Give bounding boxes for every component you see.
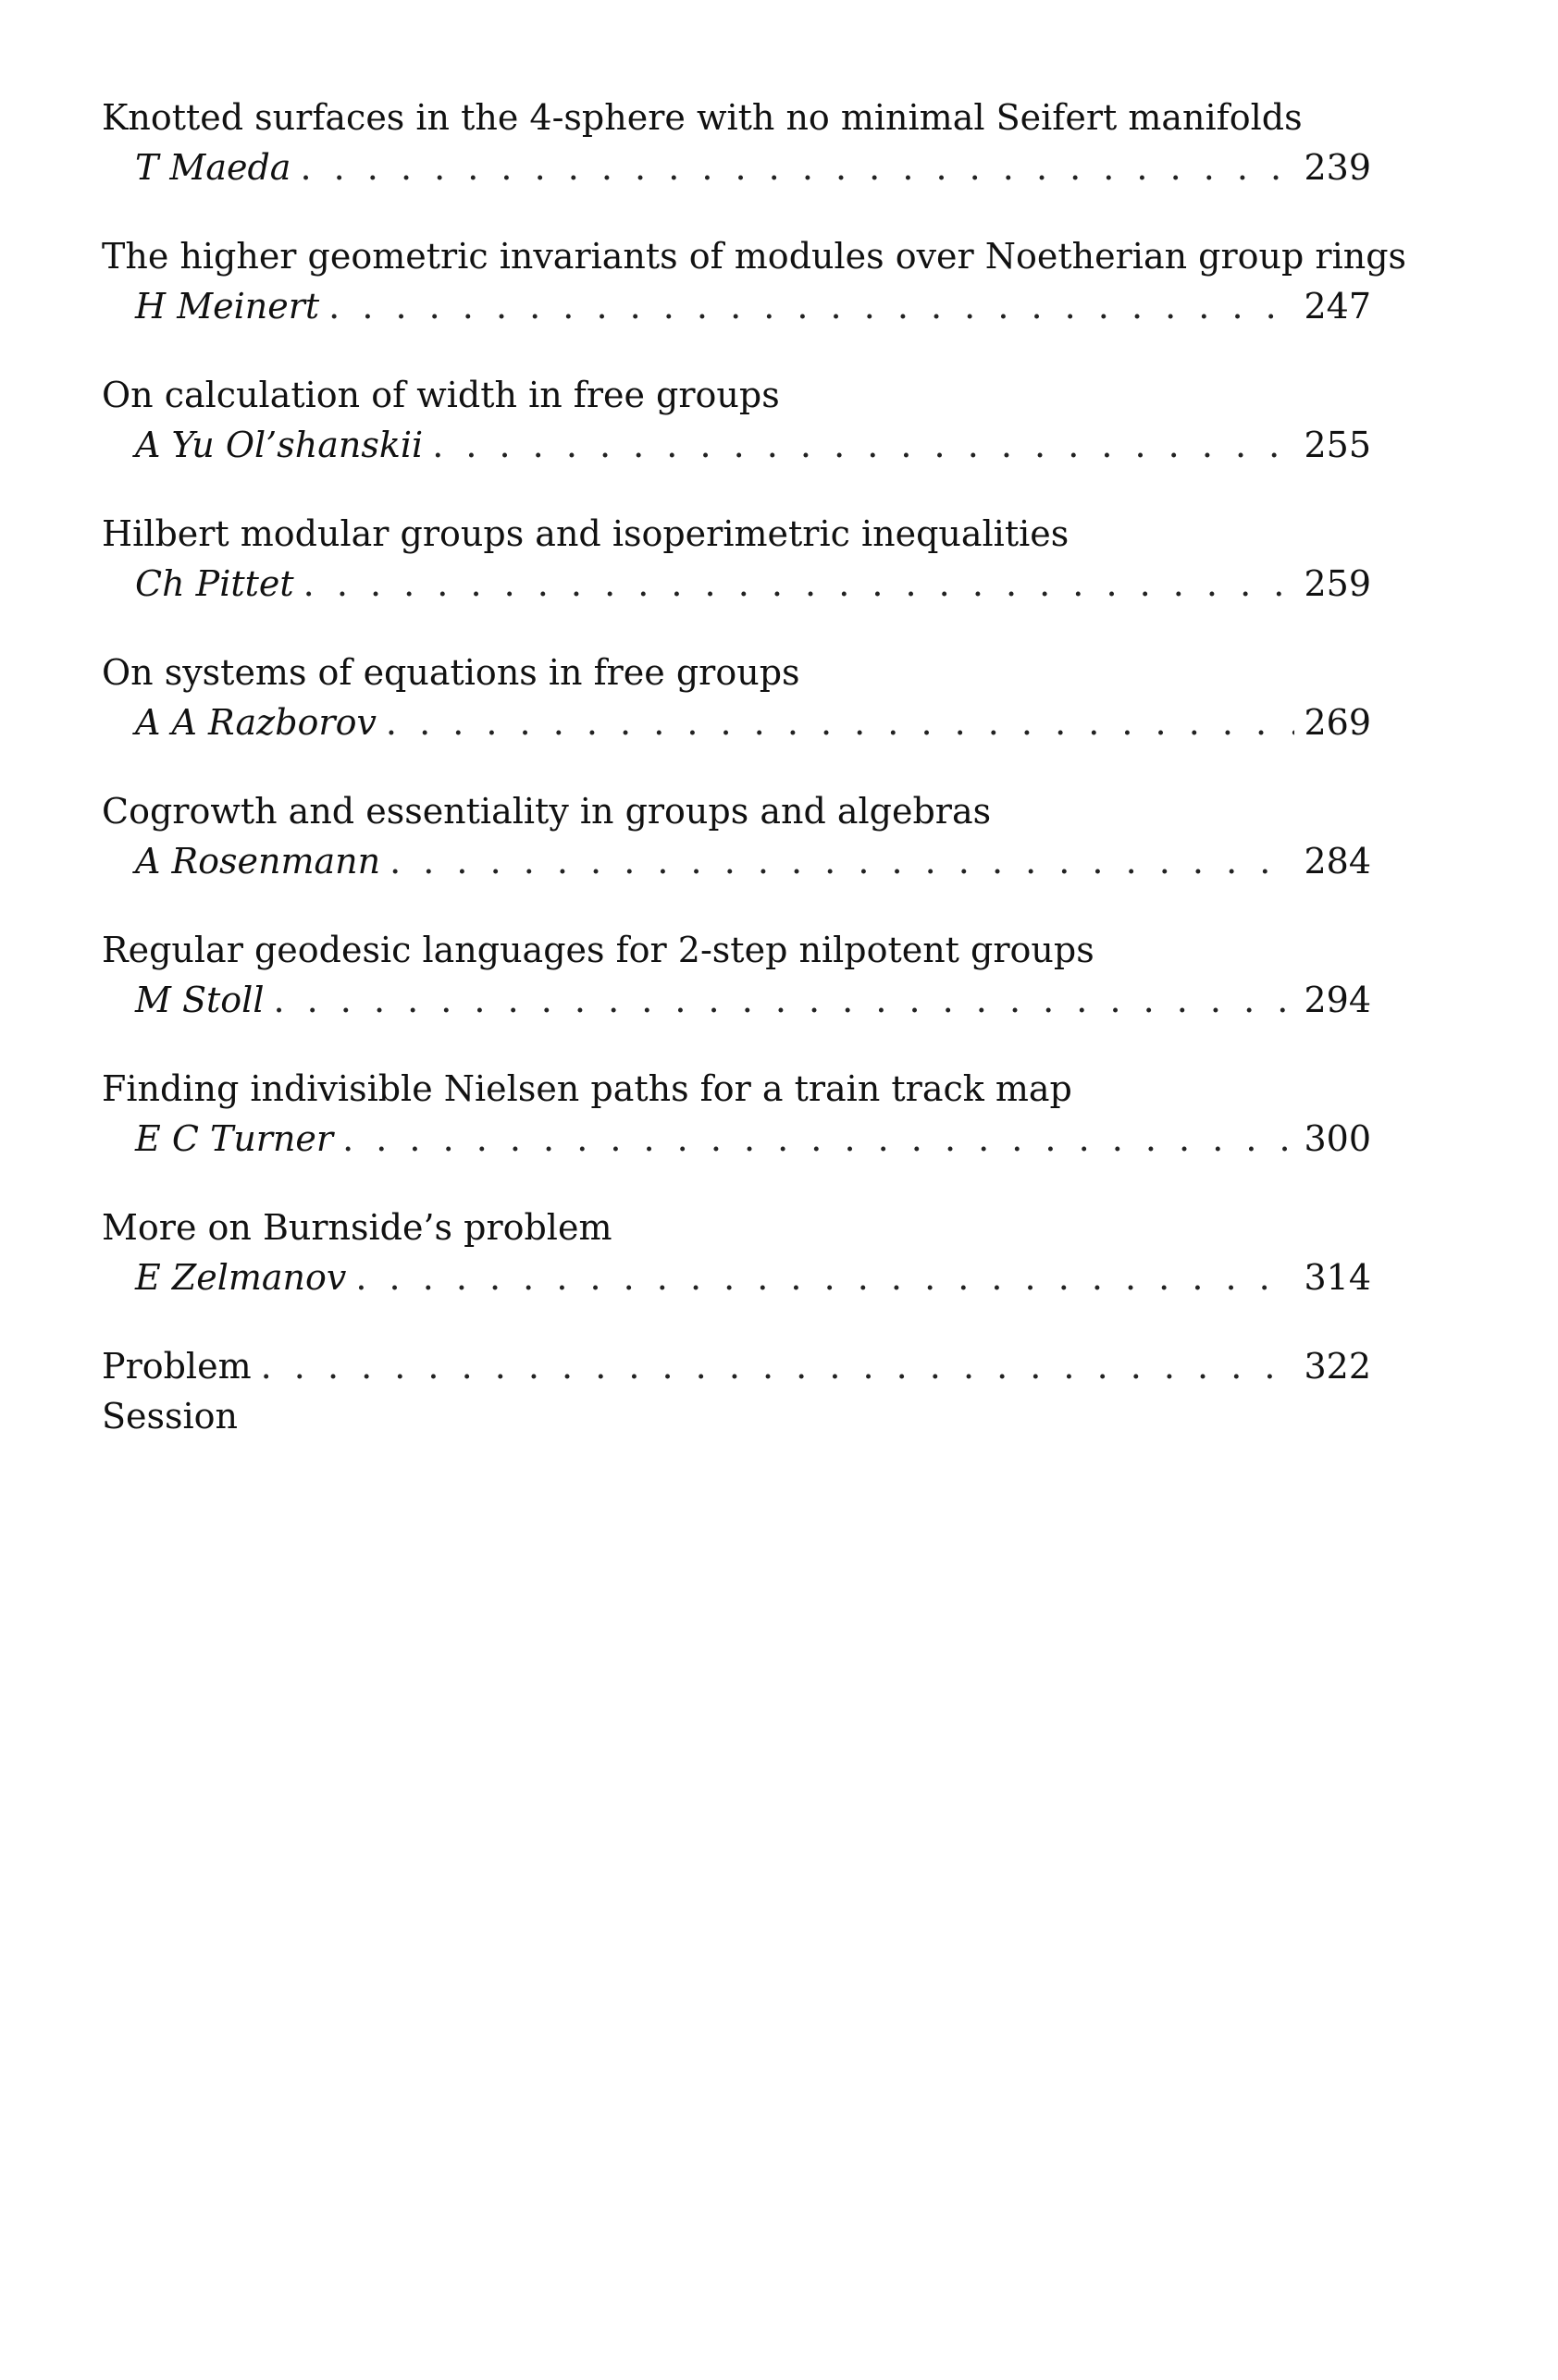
entry-page-number: 255 [1304,425,1371,465]
dot-leader [273,975,1294,1025]
entry-author-line [102,975,1371,1025]
entry-page-number: 269 [1304,702,1371,743]
dot-leader [390,836,1294,886]
dot-leader [303,559,1295,609]
toc-entry [102,231,1407,331]
entry-author: E C Turner [135,1118,334,1159]
entry-page-number: 259 [1304,563,1371,604]
entry-page-number: 294 [1304,980,1371,1020]
entry-author: E Zelmanov [135,1257,347,1298]
dot-leader [328,281,1294,331]
entry-author-line [102,559,1371,609]
entry-page-number: 239 [1304,147,1371,188]
entry-author: T Maeda [135,147,291,188]
entry-title: More on Burnside’s problem [102,1207,612,1248]
entry-author-line [102,281,1371,331]
dot-leader [432,420,1294,470]
toc-entry [102,1064,1371,1164]
entry-author: A Yu Ol’shanskii [135,425,424,465]
entry-author: A A Razborov [135,702,377,743]
entry-author: M Stoll [135,980,265,1020]
dot-leader [261,1341,1295,1391]
entry-author-line [102,836,1371,886]
toc-entry [102,1202,1371,1302]
toc-entry [102,786,1371,886]
entry-author: A Rosenmann [135,841,381,882]
toc-entry [102,370,1371,470]
dot-leader [342,1114,1294,1164]
toc-entry [102,92,1371,192]
toc-entry-problem-session [102,1341,1371,1441]
entry-page-number: 247 [1304,286,1371,327]
entry-author-line [102,142,1371,192]
entry-title: On systems of equations in free groups [102,652,800,693]
entry-author-line [102,697,1371,747]
dot-leader [300,142,1294,192]
problem-session-label: Problem Session [102,1346,252,1437]
entry-title: Hilbert modular groups and isoperimetric inequalities [102,513,1070,554]
entry-author: Ch Pittet [135,563,294,604]
entry-title: Cogrowth and essentiality in groups and algebras [102,791,992,832]
entry-author: H Meinert [135,286,320,327]
entry-page-number: 300 [1304,1118,1371,1159]
toc-entry [102,509,1371,609]
dot-leader [355,1252,1294,1302]
entry-title: Knotted surfaces in the 4-sphere with no minimal Seifert manifolds [102,97,1303,138]
toc-entry [102,647,1371,747]
entry-author-line [102,1252,1371,1302]
entry-title: The higher geometric invariants of modules over Noetherian group rings [102,236,1407,277]
entry-author-line [102,420,1371,470]
dot-leader [386,697,1295,747]
entry-page-number: 314 [1304,1257,1371,1298]
table-of-contents [102,92,1407,1480]
entry-title: Finding indivisible Nielsen paths for a train track map [102,1068,1072,1109]
entry-author-line [102,1114,1371,1164]
problem-session-line [102,1341,1371,1441]
entry-title: Regular geodesic languages for 2-step nilpotent groups [102,930,1094,970]
toc-entry [102,925,1371,1025]
entry-page-number: 322 [1304,1346,1371,1387]
entry-title: On calculation of width in free groups [102,375,780,415]
entry-page-number: 284 [1304,841,1371,882]
